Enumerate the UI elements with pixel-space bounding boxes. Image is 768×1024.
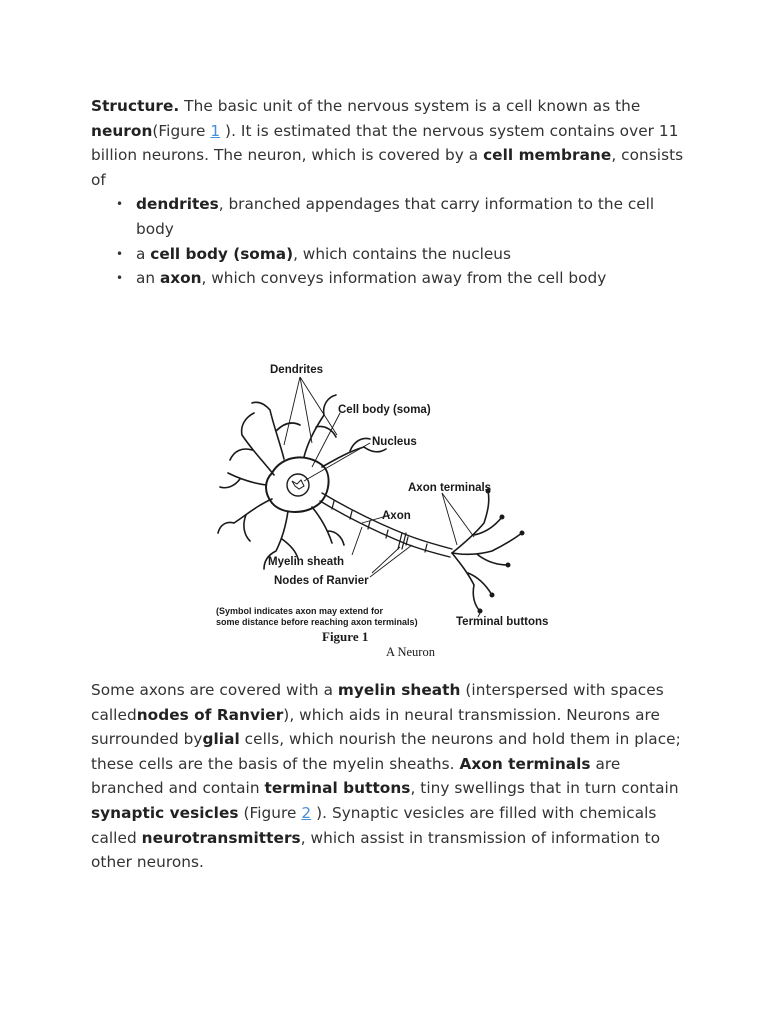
term-cell-membrane: cell membrane <box>483 146 612 165</box>
label-symbol-note-1: (Symbol indicates axon may extend for <box>216 606 384 616</box>
intro-text-1: The basic unit of the nervous system is a cell known as the <box>179 97 641 115</box>
body-paragraph <box>91 678 691 875</box>
label-nodes-of-ranvier: Nodes of Ranvier <box>274 575 369 587</box>
list-item-text: , which contains the nucleus <box>293 244 511 263</box>
figure-2-link[interactable]: 2 <box>301 803 312 822</box>
label-symbol-note-2: some distance before reaching axon terminals) <box>216 617 418 627</box>
list-item <box>136 192 691 241</box>
label-axon-terminals: Axon terminals <box>408 482 492 494</box>
list-item-text: , branched appendages that carry information to the cell body <box>136 195 655 238</box>
figure-1-link[interactable]: 1 <box>210 121 221 140</box>
body-text-4: cells, which nourish the neurons and hold them in place; these cells are the basis of the myelin sheaths. <box>91 730 681 773</box>
label-terminal-buttons: Terminal buttons <box>456 616 549 628</box>
list-item <box>136 242 691 267</box>
term-neuron: neuron <box>91 121 153 140</box>
term-dendrites: dendrites <box>136 195 219 214</box>
body-text-9: , which assist in transmission of information to other neurons. <box>91 828 661 872</box>
body-text-5: are branched and contain <box>91 754 621 798</box>
body-text-8: ). Synaptic vesicles are filled with chemicals called <box>91 803 657 847</box>
list-item-prefix: a <box>136 244 151 263</box>
intro-paragraph <box>91 94 691 192</box>
axon-terminal-shape <box>452 491 502 553</box>
body-text-1: Some axons are covered with a <box>91 681 338 699</box>
term-myelin-sheath: myelin sheath <box>337 681 461 699</box>
term-axon-terminals: Axon terminals <box>459 754 591 773</box>
label-axon: Axon <box>382 510 411 522</box>
figure-caption-title: Figure 1 <box>322 629 369 644</box>
axon-terminal-shape <box>452 533 522 565</box>
cell-body-shape <box>266 457 329 512</box>
structure-heading: Structure. <box>91 97 180 115</box>
term-glial: glial <box>202 730 240 749</box>
term-cell-body: cell body (soma) <box>150 244 294 263</box>
list-item-prefix: an <box>136 269 160 288</box>
body-section <box>91 678 691 875</box>
body-text-7: (Figure <box>238 803 302 822</box>
dendrite-shape <box>220 473 266 488</box>
body-text-6: , tiny swellings that in turn contain <box>410 779 679 798</box>
dendrite-shape <box>230 413 274 475</box>
figure-caption-subtitle: A Neuron <box>386 645 435 659</box>
neuron-diagram <box>212 355 557 660</box>
intro-text-3: ). It is estimated that the nervous system contains over 11 billion neurons. The neuron, which is covered by a <box>91 121 679 165</box>
term-neurotransmitters: neurotransmitters <box>141 828 301 847</box>
term-axon: axon <box>159 269 202 288</box>
myelin-segments <box>332 501 427 552</box>
terminal-button-shapes <box>478 489 525 614</box>
body-text-2: (interspersed with spaces called <box>91 681 664 724</box>
label-dendrites: Dendrites <box>270 364 324 376</box>
intro-text-4: , consists of <box>91 146 684 189</box>
list-item-text: , which conveys information away from the cell body <box>201 269 607 288</box>
neuron-parts-list <box>91 192 691 290</box>
axon-terminal-shape <box>452 553 492 611</box>
intro-section <box>91 94 691 291</box>
label-myelin-sheath: Myelin sheath <box>268 556 345 568</box>
term-synaptic-vesicles: synaptic vesicles <box>91 803 239 822</box>
dendrite-shape <box>252 402 300 459</box>
intro-text-2: (Figure <box>152 121 211 140</box>
body-text-3: ), which aids in neural transmission. Neurons are surrounded by <box>91 705 660 749</box>
term-nodes-of-ranvier: nodes of Ranvier <box>136 705 284 724</box>
list-item <box>136 266 691 291</box>
dendrite-shape <box>218 499 272 541</box>
neuron-figure <box>212 355 557 660</box>
label-cell-body: Cell body (soma) <box>338 404 431 416</box>
label-nucleus: Nucleus <box>372 436 417 448</box>
neuron-illustration <box>218 395 525 614</box>
nucleus-shape <box>287 474 309 496</box>
term-terminal-buttons: terminal buttons <box>264 779 411 798</box>
